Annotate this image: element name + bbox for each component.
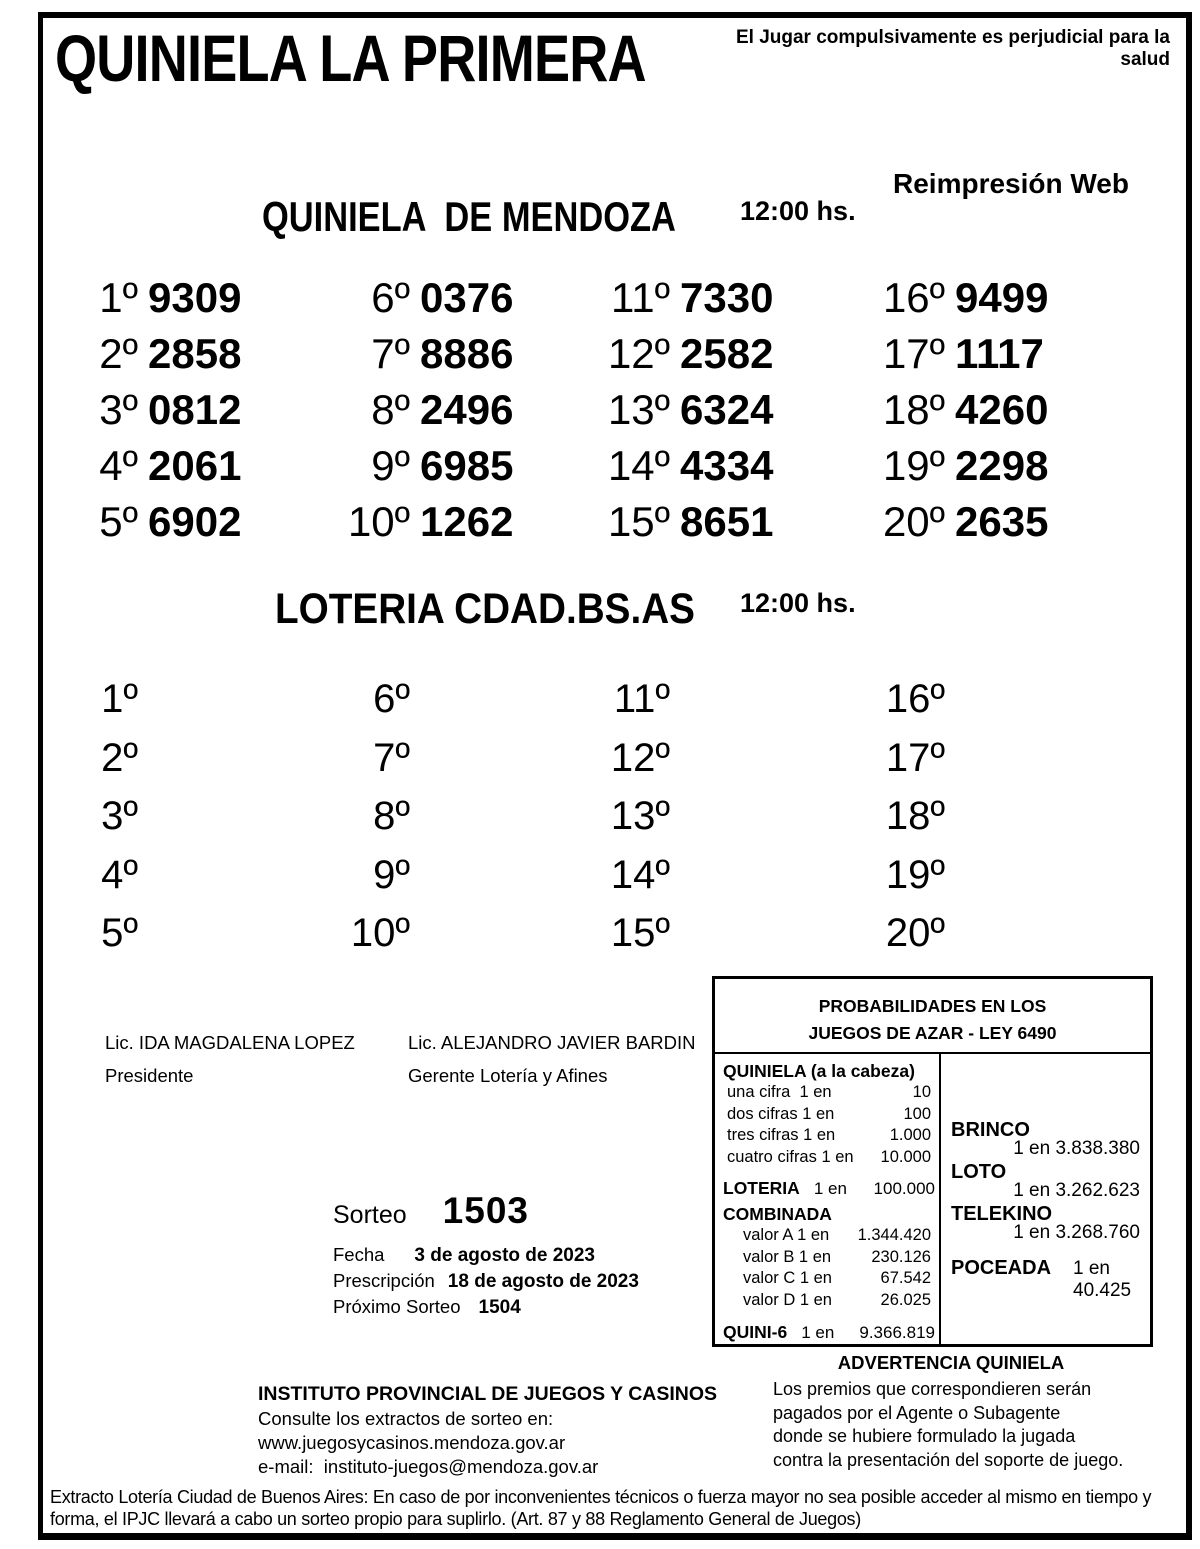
result-cell xyxy=(322,326,513,382)
position-label: 12º xyxy=(607,330,670,377)
prescripcion-label: Prescripción xyxy=(333,1270,435,1291)
signature-manager-role: Gerente Lotería y Afines xyxy=(408,1065,608,1086)
odds-value: 67.542 xyxy=(880,1269,931,1287)
odds-label: dos cifras 1 en xyxy=(727,1104,835,1123)
winning-number: 4260 xyxy=(955,386,1049,433)
mendoza-results-column-3 xyxy=(572,270,773,550)
position-label: 6º xyxy=(373,677,410,721)
winning-number: 8886 xyxy=(420,330,514,377)
result-cell xyxy=(840,270,1048,326)
winning-number: 7330 xyxy=(680,274,774,321)
institute-consult-line: Consulte los extractos de sorteo en: xyxy=(258,1408,554,1429)
position-label: 14º xyxy=(607,442,670,489)
advertencia-block xyxy=(745,1352,1157,1472)
advertencia-line: donde se hubiere formulado la jugada xyxy=(773,1426,1076,1446)
result-cell xyxy=(840,904,945,963)
position-label: 16º xyxy=(882,274,945,321)
odds-label: valor A 1 en xyxy=(743,1226,830,1244)
bsas-results-column-1 xyxy=(70,670,138,963)
position-label: 18º xyxy=(885,794,945,838)
position-label: 1º xyxy=(99,274,138,321)
result-cell xyxy=(840,670,945,729)
odds-label: valor D 1 en xyxy=(743,1290,832,1309)
odds-row xyxy=(723,1147,939,1169)
loteria-odds-label: LOTERIA xyxy=(723,1178,800,1198)
result-cell xyxy=(572,787,670,846)
result-cell xyxy=(322,494,513,550)
prescripcion-value: 18 de agosto de 2023 xyxy=(447,1271,639,1292)
winning-number: 2496 xyxy=(420,386,514,433)
proximo-sorteo-row xyxy=(333,1296,521,1319)
position-label: 5º xyxy=(99,498,138,545)
position-label: 18º xyxy=(882,386,945,433)
winning-number: 6985 xyxy=(420,442,514,489)
result-cell xyxy=(840,787,945,846)
quini6-odds-label: QUINI-6 xyxy=(723,1322,788,1342)
bsas-draw-time: 12:00 hs. xyxy=(740,588,856,618)
result-cell xyxy=(572,904,670,963)
loto-value: 1 en 3.262.623 xyxy=(1013,1180,1140,1201)
winning-number: 0376 xyxy=(420,274,514,321)
combinada-odds-header: COMBINADA xyxy=(723,1204,832,1224)
bsas-results-column-4 xyxy=(840,670,945,963)
position-label: 19º xyxy=(882,442,945,489)
position-label: 1º xyxy=(101,677,138,721)
odds-value: 230.126 xyxy=(871,1247,931,1266)
odds-value: 100 xyxy=(903,1104,931,1123)
telekino-value: 1 en 3.268.760 xyxy=(1013,1222,1140,1243)
institute-email: e-mail: instituto-juegos@mendoza.gov.ar xyxy=(258,1456,599,1477)
odds-row xyxy=(723,1082,939,1104)
proximo-sorteo-label: Próximo Sorteo xyxy=(333,1296,461,1317)
result-cell xyxy=(572,846,670,905)
position-label: 3º xyxy=(101,794,138,838)
probabilities-right-column xyxy=(941,1054,1150,1344)
winning-number: 2298 xyxy=(955,442,1049,489)
odds-value: 26.025 xyxy=(880,1290,931,1309)
position-label: 8º xyxy=(373,794,410,838)
loto-odds xyxy=(951,1162,1146,1199)
winning-number: 2858 xyxy=(148,330,242,377)
loto-label: LOTO xyxy=(951,1161,1007,1183)
result-cell xyxy=(572,382,773,438)
odds-row xyxy=(723,1247,939,1269)
poceada-label: POCEADA xyxy=(951,1257,1052,1279)
result-cell xyxy=(70,270,241,326)
quini6-odds-value: 9.366.819 xyxy=(859,1323,935,1342)
poceada-odds xyxy=(951,1257,1146,1302)
institute-name: INSTITUTO PROVINCIAL DE JUEGOS Y CASINOS xyxy=(258,1383,718,1405)
position-label: 19º xyxy=(885,852,945,897)
position-label: 17º xyxy=(882,330,945,377)
prescripcion-row xyxy=(333,1270,639,1293)
position-label: 20º xyxy=(885,911,945,955)
advertencia-line: pagados por el Agente o Subagente xyxy=(773,1402,1061,1423)
result-cell xyxy=(840,382,1048,438)
brinco-value: 1 en 3.838.380 xyxy=(1013,1138,1140,1159)
position-label: 5º xyxy=(101,911,138,955)
advertencia-title: ADVERTENCIA QUINIELA xyxy=(837,1352,1065,1373)
odds-row xyxy=(723,1104,939,1126)
position-label: 17º xyxy=(885,735,945,780)
sorteo-number: 1503 xyxy=(442,1190,529,1231)
mendoza-results-column-1 xyxy=(70,270,241,550)
quini6-odds-mid: 1 en xyxy=(801,1323,835,1342)
result-cell xyxy=(572,670,670,729)
quiniela-odds-header: QUINIELA (a la cabeza) xyxy=(723,1061,915,1081)
fecha-row xyxy=(333,1244,595,1267)
mendoza-results-column-4 xyxy=(840,270,1048,550)
result-cell xyxy=(70,326,241,382)
odds-row xyxy=(723,1225,939,1247)
loteria-odds-value: 100.000 xyxy=(873,1179,935,1198)
winning-number: 2582 xyxy=(680,330,774,377)
probabilities-title-line1: PROBABILIDADES EN LOS xyxy=(818,996,1047,1016)
winning-number: 6324 xyxy=(680,386,774,433)
advertencia-line: contra la presentación del soporte de juego. xyxy=(773,1449,1124,1470)
result-cell xyxy=(70,438,241,494)
result-cell xyxy=(572,438,773,494)
result-cell xyxy=(572,729,670,788)
probabilities-box-header xyxy=(715,979,1150,1054)
probabilities-box xyxy=(712,976,1153,1347)
result-cell xyxy=(322,787,410,846)
result-cell xyxy=(322,270,513,326)
odds-row xyxy=(723,1290,939,1312)
signature-president-role: Presidente xyxy=(105,1065,194,1086)
odds-value: 10.000 xyxy=(880,1147,931,1166)
position-label: 13º xyxy=(607,386,670,433)
position-label: 3º xyxy=(99,386,138,433)
position-label: 7º xyxy=(371,330,410,377)
position-label: 15º xyxy=(610,911,670,955)
brinco-odds xyxy=(951,1120,1146,1157)
result-cell xyxy=(322,670,410,729)
result-cell xyxy=(572,494,773,550)
mendoza-section-title: QUINIELA DE MENDOZA xyxy=(262,193,676,240)
winning-number: 2635 xyxy=(955,498,1049,545)
loteria-odds-mid: 1 en xyxy=(813,1179,847,1198)
result-cell xyxy=(322,438,513,494)
proximo-sorteo-value: 1504 xyxy=(478,1297,521,1318)
odds-label: cuatro cifras 1 en xyxy=(727,1147,854,1166)
position-label: 14º xyxy=(610,852,670,897)
bsas-results-column-3 xyxy=(572,670,670,963)
result-cell xyxy=(70,846,138,905)
result-cell xyxy=(572,326,773,382)
position-label: 9º xyxy=(371,442,410,489)
result-cell xyxy=(70,494,241,550)
bsas-results-column-2 xyxy=(322,670,410,963)
advertencia-line: Los premios que correspondieren serán xyxy=(773,1379,1092,1399)
position-label: 10º xyxy=(350,911,410,955)
fecha-label: Fecha xyxy=(333,1244,385,1265)
winning-number: 4334 xyxy=(680,442,774,489)
result-cell xyxy=(840,438,1048,494)
position-label: 15º xyxy=(607,498,670,545)
probabilities-title-line2: JUEGOS DE AZAR - LEY 6490 xyxy=(808,1023,1057,1043)
institute-website: www.juegosycasinos.mendoza.gov.ar xyxy=(258,1432,566,1453)
signature-manager-name: Lic. ALEJANDRO JAVIER BARDIN xyxy=(408,1032,696,1053)
brinco-label: BRINCO xyxy=(951,1119,1030,1141)
health-warning-text: El Jugar compulsivamente es perjudicial para la salud xyxy=(735,27,1170,70)
winning-number: 2061 xyxy=(148,442,242,489)
signature-president-name: Lic. IDA MAGDALENA LOPEZ xyxy=(105,1032,355,1053)
result-cell xyxy=(840,729,945,788)
odds-value: 1.000 xyxy=(889,1126,931,1144)
odds-value: 10 xyxy=(912,1083,931,1101)
position-label: 12º xyxy=(610,735,670,780)
bsas-section-title: LOTERIA CDAD.BS.AS xyxy=(275,585,695,633)
probabilities-box-body xyxy=(715,1054,1150,1344)
mendoza-results-column-2 xyxy=(322,270,513,550)
telekino-label: TELEKINO xyxy=(951,1203,1053,1225)
result-cell xyxy=(322,846,410,905)
winning-number: 0812 xyxy=(148,386,242,433)
position-label: 2º xyxy=(101,735,138,780)
position-label: 20º xyxy=(882,498,945,545)
position-label: 9º xyxy=(373,852,410,897)
position-label: 7º xyxy=(373,735,410,780)
odds-label: tres cifras 1 en xyxy=(727,1126,836,1144)
position-label: 4º xyxy=(99,442,138,489)
result-cell xyxy=(840,846,945,905)
poceada-value: 1 en 40.425 xyxy=(1073,1258,1132,1301)
result-cell xyxy=(840,494,1048,550)
result-cell xyxy=(70,382,241,438)
reprint-web-label: Reimpresión Web xyxy=(893,168,1129,199)
result-cell xyxy=(572,270,773,326)
winning-number: 9499 xyxy=(955,274,1049,321)
winning-number: 8651 xyxy=(680,498,774,545)
result-cell xyxy=(70,904,138,963)
position-label: 4º xyxy=(101,852,138,897)
result-cell xyxy=(322,382,513,438)
telekino-odds xyxy=(951,1204,1146,1241)
result-cell xyxy=(70,670,138,729)
combinada-odds-rows xyxy=(723,1225,939,1311)
page-title: QUINIELA LA PRIMERA xyxy=(55,21,646,95)
result-cell xyxy=(840,326,1048,382)
position-label: 6º xyxy=(371,274,410,321)
fecha-value: 3 de agosto de 2023 xyxy=(414,1245,595,1266)
sorteo-row xyxy=(333,1190,529,1232)
footer-disclaimer xyxy=(50,1487,1160,1530)
winning-number: 6902 xyxy=(148,498,242,545)
winning-number: 1262 xyxy=(420,498,514,545)
odds-label: una cifra 1 en xyxy=(727,1083,832,1101)
result-cell xyxy=(322,904,410,963)
quini6-odds-row xyxy=(723,1321,939,1344)
position-label: 2º xyxy=(99,330,138,377)
position-label: 10º xyxy=(347,498,410,545)
mendoza-draw-time: 12:00 hs. xyxy=(740,196,856,226)
position-label: 8º xyxy=(371,386,410,433)
result-cell xyxy=(322,729,410,788)
probabilities-left-column xyxy=(715,1054,941,1344)
footer-disclaimer-line1: Extracto Lotería Ciudad de Buenos Aires: En caso de por inconvenientes técnicos o fuerza mayor no sea posible acceder al mismo en tiempo y xyxy=(50,1487,1152,1507)
winning-number: 9309 xyxy=(148,274,242,321)
odds-value: 1.344.420 xyxy=(857,1226,931,1244)
result-cell xyxy=(70,787,138,846)
position-label: 16º xyxy=(885,677,945,721)
sorteo-label: Sorteo xyxy=(333,1201,407,1229)
odds-label: valor B 1 en xyxy=(743,1247,832,1266)
position-label: 13º xyxy=(610,794,670,838)
position-label: 11º xyxy=(613,677,670,721)
odds-label: valor C 1 en xyxy=(743,1269,832,1287)
odds-row xyxy=(723,1268,939,1290)
footer-disclaimer-line2: forma, el IPJC llevará a cabo un sorteo propio para suplirlo. (Art. 87 y 88 Reglamento General de Juegos) xyxy=(50,1508,861,1529)
result-cell xyxy=(70,729,138,788)
position-label: 11º xyxy=(611,274,670,321)
winning-number: 1117 xyxy=(955,330,1044,377)
institute-block xyxy=(258,1382,717,1479)
loteria-odds-row xyxy=(723,1177,939,1200)
odds-row xyxy=(723,1125,939,1147)
